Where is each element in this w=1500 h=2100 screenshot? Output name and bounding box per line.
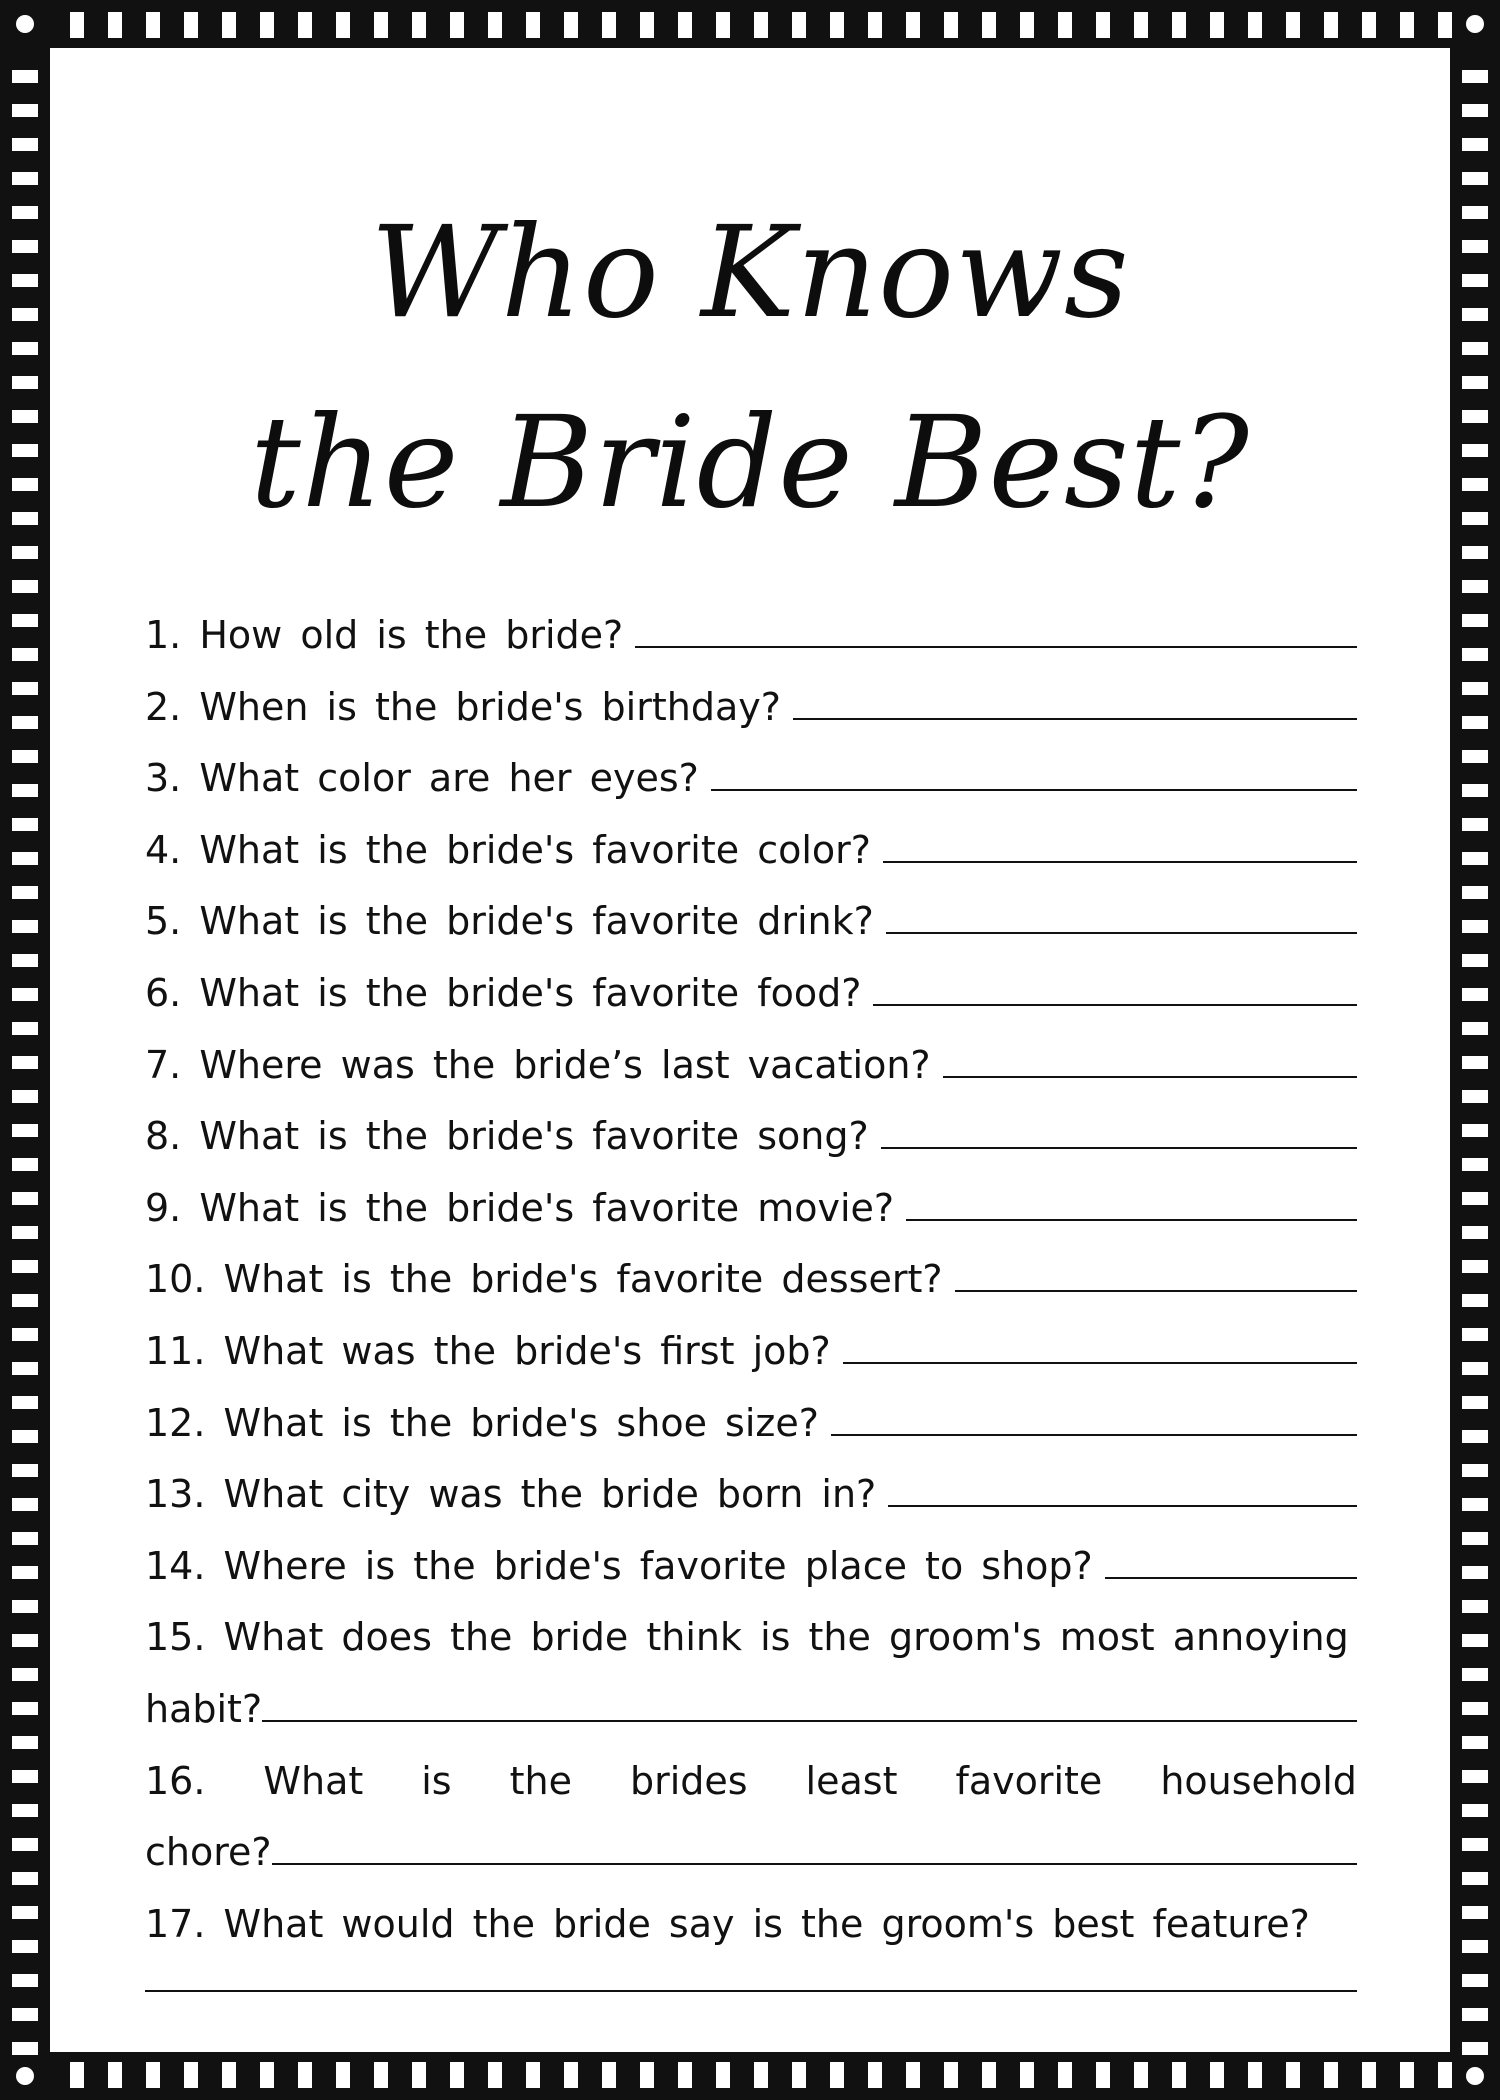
border-stripe	[12, 1056, 38, 1069]
border-stripe	[488, 12, 502, 38]
border-stripe	[944, 12, 958, 38]
border-stripe	[1462, 784, 1488, 797]
border-stripe	[12, 342, 38, 355]
border-stripe	[982, 12, 996, 38]
border-stripe	[602, 2062, 616, 2088]
border-stripe	[1462, 1838, 1488, 1851]
answer-line[interactable]	[943, 1046, 1357, 1078]
answer-line[interactable]	[886, 902, 1357, 934]
border-stripe	[1462, 1124, 1488, 1137]
border-stripe	[1462, 1804, 1488, 1817]
border-stripe	[1248, 12, 1262, 38]
question-9	[145, 1173, 1357, 1245]
border-stripe	[12, 784, 38, 797]
question-text: 12. What is the bride's shoe size?	[145, 1400, 819, 1445]
question-text: 15. What does the bride think is the groom's most annoying	[145, 1615, 1349, 1660]
question-7	[145, 1030, 1357, 1102]
border-stripe	[1462, 1566, 1488, 1579]
border-stripe	[1096, 2062, 1110, 2088]
border-stripe	[1462, 1464, 1488, 1477]
border-stripe	[298, 2062, 312, 2088]
border-stripe	[678, 12, 692, 38]
border-stripe	[260, 2062, 274, 2088]
border-stripe	[12, 1736, 38, 1749]
border-stripe	[12, 716, 38, 729]
border-stripe	[12, 1090, 38, 1103]
border-stripe	[12, 1022, 38, 1035]
border-stripe	[12, 2008, 38, 2021]
border-stripe	[1248, 2062, 1262, 2088]
answer-line[interactable]	[843, 1332, 1357, 1364]
border-stripe	[830, 12, 844, 38]
border-stripe	[12, 818, 38, 831]
answer-line[interactable]	[145, 1960, 1357, 1992]
corner-dot	[16, 2067, 34, 2085]
border-stripe	[1020, 12, 1034, 38]
question-17-continuation	[145, 1960, 1357, 2032]
question-16	[145, 1746, 1357, 1818]
border-stripe	[1172, 2062, 1186, 2088]
border-stripe	[1462, 1396, 1488, 1409]
border-stripe	[1462, 172, 1488, 185]
border-stripe	[1462, 1532, 1488, 1545]
border-stripe	[12, 172, 38, 185]
border-stripe	[868, 12, 882, 38]
question-word: 16.	[145, 1758, 206, 1803]
border-stripe	[830, 2062, 844, 2088]
border-stripe	[982, 2062, 996, 2088]
border-stripe	[564, 12, 578, 38]
question-14	[145, 1531, 1357, 1603]
border-stripe	[1462, 104, 1488, 117]
question-8	[145, 1101, 1357, 1173]
border-stripe	[12, 750, 38, 763]
border-stripe	[12, 1838, 38, 1851]
border-stripe	[12, 1532, 38, 1545]
question-13	[145, 1459, 1357, 1531]
border-stripe	[12, 682, 38, 695]
border-stripe	[12, 954, 38, 967]
border-stripe	[1462, 1906, 1488, 1919]
border-stripe	[12, 920, 38, 933]
border-stripe	[260, 12, 274, 38]
question-word: favorite	[955, 1758, 1103, 1803]
border-stripe	[12, 1566, 38, 1579]
answer-line[interactable]	[906, 1189, 1357, 1221]
border-stripe	[450, 2062, 464, 2088]
question-text: 14. Where is the bride's favorite place to shop?	[145, 1543, 1093, 1588]
border-stripe	[12, 1226, 38, 1239]
question-16-continuation	[145, 1817, 1357, 1889]
question-1	[145, 600, 1357, 672]
border-stripe	[1462, 1328, 1488, 1341]
border-stripe	[1286, 2062, 1300, 2088]
question-text: 8. What is the bride's favorite song?	[145, 1114, 869, 1159]
border-stripe	[1400, 12, 1414, 38]
question-text: 13. What city was the bride born in?	[145, 1472, 877, 1517]
answer-line[interactable]	[955, 1260, 1357, 1292]
border-stripe	[12, 1328, 38, 1341]
border-stripe	[1210, 12, 1224, 38]
border-stripe	[12, 1804, 38, 1817]
border-stripe	[336, 12, 350, 38]
question-text: 11. What was the bride's first job?	[145, 1328, 831, 1373]
border-stripe	[944, 2062, 958, 2088]
question-text: habit?	[145, 1686, 263, 1731]
question-list	[145, 600, 1357, 2032]
border-stripe	[12, 1260, 38, 1273]
border-stripe	[1462, 1260, 1488, 1273]
border-stripe	[12, 1872, 38, 1885]
question-text: 10. What is the bride's favorite dessert?	[145, 1257, 943, 1302]
border-stripe	[1462, 580, 1488, 593]
border-stripe	[1462, 920, 1488, 933]
question-text: 3. What color are her eyes?	[145, 756, 699, 801]
border-stripe	[12, 1396, 38, 1409]
question-text: 1. How old is the bride?	[145, 613, 624, 657]
border-stripe	[1462, 1940, 1488, 1953]
border-stripe	[1286, 12, 1300, 38]
border-stripe	[1462, 1294, 1488, 1307]
question-15-continuation	[145, 1674, 1357, 1746]
border-stripe	[108, 12, 122, 38]
question-15	[145, 1602, 1357, 1674]
question-word: brides	[629, 1758, 748, 1803]
border-stripe	[222, 2062, 236, 2088]
border-stripe	[906, 2062, 920, 2088]
border-stripe	[12, 2042, 38, 2055]
border-stripe	[12, 1430, 38, 1443]
question-12	[145, 1388, 1357, 1460]
answer-line[interactable]	[1105, 1547, 1357, 1579]
border-stripe	[1324, 2062, 1338, 2088]
border-stripe	[1462, 1226, 1488, 1239]
answer-line[interactable]	[888, 1475, 1357, 1507]
question-2	[145, 672, 1357, 744]
border-stripe	[1462, 376, 1488, 389]
border-stripe	[1462, 852, 1488, 865]
question-10	[145, 1244, 1357, 1316]
question-text: 17. What would the bride say is the groom's best feature?	[145, 1901, 1310, 1946]
border-stripe	[1324, 12, 1338, 38]
border-stripe	[412, 2062, 426, 2088]
border-stripe	[1462, 2008, 1488, 2021]
border-stripe	[12, 614, 38, 627]
question-6	[145, 958, 1357, 1030]
border-stripe	[12, 1158, 38, 1171]
question-word: the	[509, 1758, 572, 1803]
border-stripe	[526, 12, 540, 38]
border-stripe	[640, 12, 654, 38]
border-stripe	[12, 886, 38, 899]
border-stripe	[12, 1634, 38, 1647]
border-stripe	[450, 12, 464, 38]
border-stripe	[640, 2062, 654, 2088]
border-stripe	[12, 1940, 38, 1953]
page-title-line-2: the Bride Best?	[250, 389, 1250, 536]
border-stripe	[716, 12, 730, 38]
border-stripe	[1362, 12, 1376, 38]
border-stripe	[1462, 1702, 1488, 1715]
question-text: 5. What is the bride's favorite drink?	[145, 899, 874, 944]
border-stripe	[1462, 1362, 1488, 1375]
corner-dot	[16, 15, 34, 33]
border-stripe	[12, 1124, 38, 1137]
border-stripe	[12, 1192, 38, 1205]
border-stripe	[526, 2062, 540, 2088]
border-stripe	[1134, 2062, 1148, 2088]
border-stripe	[12, 1600, 38, 1613]
answer-line[interactable]	[831, 1404, 1357, 1436]
border-stripe	[1462, 886, 1488, 899]
border-stripe	[1462, 648, 1488, 661]
question-word: What	[263, 1758, 364, 1803]
border-stripe	[1438, 12, 1452, 38]
border-stripe	[12, 988, 38, 1001]
border-stripe	[70, 12, 84, 38]
border-stripe	[12, 580, 38, 593]
border-stripe	[1134, 12, 1148, 38]
answer-line[interactable]	[262, 1690, 1357, 1722]
border-stripe	[1438, 2062, 1452, 2088]
border-stripe	[184, 12, 198, 38]
border-stripe	[1462, 546, 1488, 559]
question-5	[145, 886, 1357, 958]
border-stripe	[754, 12, 768, 38]
border-stripe	[1462, 954, 1488, 967]
border-stripe	[70, 2062, 84, 2088]
border-stripe	[412, 12, 426, 38]
question-17	[145, 1889, 1357, 1961]
border-stripe	[1400, 2062, 1414, 2088]
border-stripe	[12, 1498, 38, 1511]
border-stripe	[1462, 1192, 1488, 1205]
question-word: least	[805, 1758, 898, 1803]
corner-dot	[1466, 15, 1484, 33]
border-stripe	[1462, 1498, 1488, 1511]
border-stripe	[1362, 2062, 1376, 2088]
corner-dot	[1466, 2067, 1484, 2085]
question-text: 4. What is the bride's favorite color?	[145, 827, 871, 872]
border-stripe	[336, 2062, 350, 2088]
question-text: chore?	[145, 1830, 272, 1875]
border-stripe	[1462, 1974, 1488, 1987]
border-stripe	[754, 2062, 768, 2088]
border-stripe	[12, 1702, 38, 1715]
border-stripe	[564, 2062, 578, 2088]
border-stripe	[1462, 750, 1488, 763]
border-stripe	[12, 1906, 38, 1919]
border-stripe	[1462, 1872, 1488, 1885]
border-stripe	[1020, 2062, 1034, 2088]
border-stripe	[222, 12, 236, 38]
border-stripe	[1462, 988, 1488, 1001]
border-stripe	[1462, 1634, 1488, 1647]
question-text: 7. Where was the bride’s last vacation?	[145, 1042, 931, 1087]
border-stripe	[488, 2062, 502, 2088]
border-stripe	[1462, 1022, 1488, 1035]
border-stripe	[1462, 70, 1488, 83]
border-stripe	[12, 376, 38, 389]
question-text: 2. When is the bride's birthday?	[145, 684, 781, 729]
border-stripe	[1462, 1430, 1488, 1443]
border-stripe	[678, 2062, 692, 2088]
border-stripe	[12, 138, 38, 151]
border-stripe	[1058, 12, 1072, 38]
border-stripe	[298, 12, 312, 38]
answer-line[interactable]	[711, 759, 1357, 791]
border-stripe	[1462, 818, 1488, 831]
border-stripe	[374, 2062, 388, 2088]
border-stripe	[1462, 1056, 1488, 1069]
question-4	[145, 815, 1357, 887]
border-stripe	[1462, 716, 1488, 729]
border-stripe	[1172, 12, 1186, 38]
border-stripe	[1058, 2062, 1072, 2088]
question-word: household	[1160, 1758, 1357, 1803]
border-stripe	[1462, 614, 1488, 627]
border-stripe	[12, 1362, 38, 1375]
border-stripe	[12, 1464, 38, 1477]
border-stripe	[1462, 1770, 1488, 1783]
question-text: 6. What is the bride's favorite food?	[145, 970, 862, 1015]
page-title-line-1: Who Knows	[370, 199, 1130, 346]
border-stripe	[12, 104, 38, 117]
border-stripe	[1462, 1158, 1488, 1171]
answer-line[interactable]	[883, 831, 1357, 863]
border-stripe	[1462, 342, 1488, 355]
border-stripe	[1462, 1600, 1488, 1613]
answer-line[interactable]	[873, 974, 1357, 1006]
question-text: 9. What is the bride's favorite movie?	[145, 1185, 895, 1230]
answer-line[interactable]	[793, 688, 1357, 720]
border-stripe	[12, 1974, 38, 1987]
border-stripe	[1462, 1090, 1488, 1103]
border-stripe	[1096, 12, 1110, 38]
border-stripe	[602, 12, 616, 38]
border-stripe	[146, 12, 160, 38]
border-stripe	[184, 2062, 198, 2088]
border-stripe	[1462, 138, 1488, 151]
question-word: is	[421, 1758, 452, 1803]
border-stripe	[716, 2062, 730, 2088]
question-11	[145, 1316, 1357, 1388]
border-stripe	[12, 1770, 38, 1783]
border-stripe	[1462, 1668, 1488, 1681]
border-stripe	[12, 852, 38, 865]
border-stripe	[792, 12, 806, 38]
border-stripe	[868, 2062, 882, 2088]
border-stripe	[12, 70, 38, 83]
border-stripe	[12, 1668, 38, 1681]
border-stripe	[906, 12, 920, 38]
answer-line[interactable]	[272, 1833, 1357, 1865]
border-stripe	[1462, 682, 1488, 695]
border-stripe	[1462, 1736, 1488, 1749]
border-stripe	[1462, 2042, 1488, 2055]
answer-line[interactable]	[635, 616, 1357, 648]
border-stripe	[108, 2062, 122, 2088]
answer-line[interactable]	[881, 1117, 1357, 1149]
border-stripe	[146, 2062, 160, 2088]
border-stripe	[1210, 2062, 1224, 2088]
border-stripe	[12, 546, 38, 559]
border-stripe	[12, 1294, 38, 1307]
border-stripe	[12, 648, 38, 661]
border-stripe	[374, 12, 388, 38]
border-stripe	[792, 2062, 806, 2088]
question-3	[145, 743, 1357, 815]
